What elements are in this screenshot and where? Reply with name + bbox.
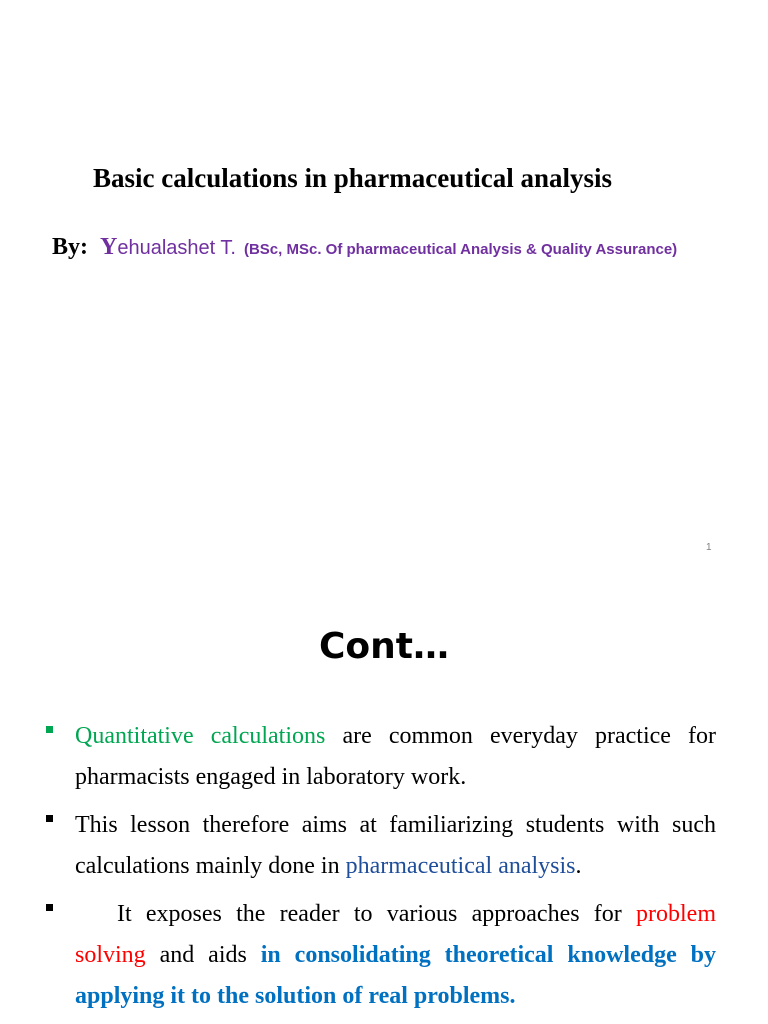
bullet-text-end: . bbox=[575, 853, 582, 879]
bullet-list bbox=[46, 716, 716, 1024]
by-label: By: bbox=[52, 234, 88, 260]
slide-title: Basic calculations in pharmaceutical analysis bbox=[93, 163, 613, 193]
author-initial: Y bbox=[100, 234, 118, 260]
page-number: 1 bbox=[706, 542, 712, 553]
bullet-text-middle: and aids bbox=[145, 942, 261, 968]
author-name-rest: ehualashet T. bbox=[117, 237, 236, 259]
bullet-item bbox=[46, 805, 716, 887]
byline bbox=[52, 234, 677, 261]
highlight-pharmaceutical-analysis: pharmaceutical analysis bbox=[345, 853, 576, 879]
bullet-square-icon bbox=[46, 815, 53, 822]
author-credentials: (BSc, MSc. Of pharmaceutical Analysis & Quality Assurance) bbox=[243, 241, 678, 258]
bullet-text: are common everyday practice for pharmacists engaged in laboratory work. bbox=[75, 723, 717, 790]
bullet-item bbox=[46, 894, 716, 1017]
bullet-text: This lesson therefore aims at familiarizing students with such calculations mainly done in bbox=[75, 812, 716, 879]
highlight-quantitative-calculations: Quantitative calculations bbox=[75, 723, 326, 749]
highlight-problem-solving: problem solving bbox=[75, 901, 716, 968]
bullet-square-icon bbox=[46, 904, 53, 911]
slide-2 bbox=[0, 576, 768, 1024]
bullet-square-icon bbox=[46, 726, 53, 733]
author-name bbox=[100, 234, 236, 260]
bullet-text: It exposes the reader to various approaches for bbox=[117, 901, 637, 927]
slide-title: Cont… bbox=[319, 626, 449, 667]
bullet-item bbox=[46, 716, 716, 798]
highlight-consolidating-knowledge: in consolidating theoretical knowledge by applying it to the solution of real problems. bbox=[75, 942, 716, 1009]
